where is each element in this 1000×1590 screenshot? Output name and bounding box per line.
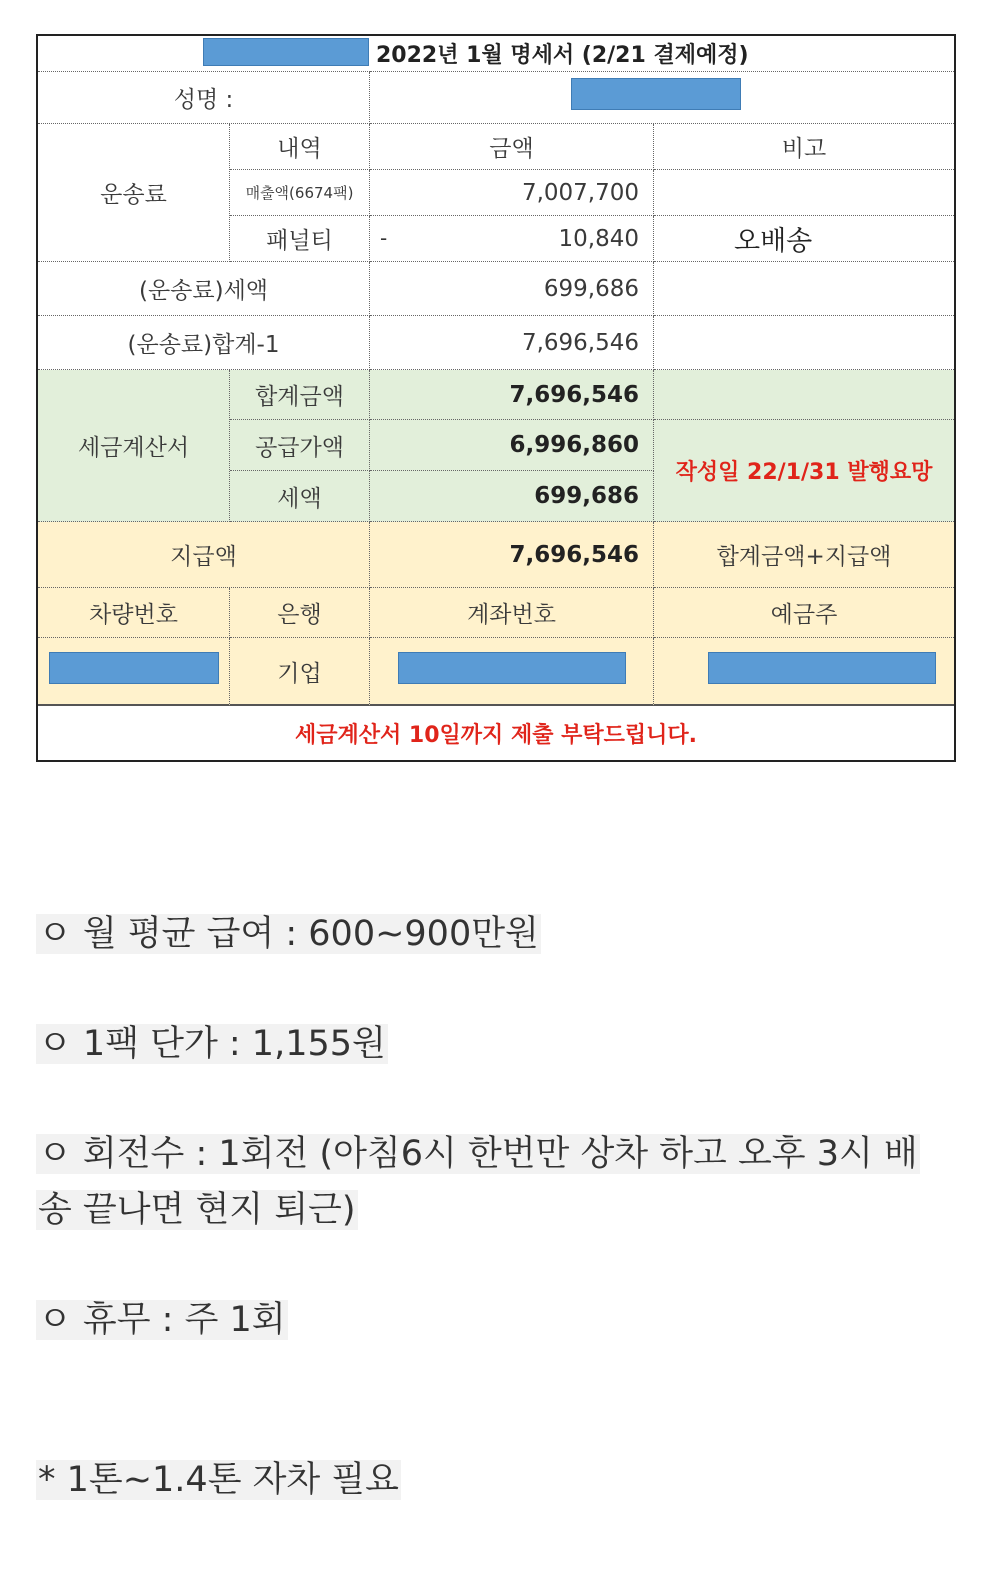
invoice-supply-label: 공급가액 bbox=[230, 420, 370, 471]
penalty-amount: 10,840 bbox=[370, 216, 654, 262]
salary-text: ㅇ 월 평균 급여 : 600~900만원 bbox=[38, 914, 539, 954]
redacted-vehicle-number bbox=[49, 652, 219, 684]
freight-tax-amount: 699,686 bbox=[370, 262, 654, 316]
salary-line bbox=[36, 906, 541, 962]
freight-tax-label: (운송료)세액 bbox=[38, 262, 370, 316]
payment-amount: 7,696,546 bbox=[370, 522, 654, 588]
invoice-total-amount: 7,696,546 bbox=[370, 370, 654, 420]
name-label: 성명 : bbox=[38, 72, 370, 124]
vehicle-number-header: 차량번호 bbox=[38, 588, 230, 638]
days-off-text: ㅇ 휴무 : 주 1회 bbox=[38, 1300, 286, 1340]
bank-header: 은행 bbox=[230, 588, 370, 638]
payment-label: 지급액 bbox=[38, 522, 370, 588]
col-header-item: 내역 bbox=[230, 124, 370, 170]
penalty-label: 패널티 bbox=[230, 216, 370, 262]
freight-sum-amount: 7,696,546 bbox=[370, 316, 654, 370]
invoice-vat-label: 세액 bbox=[230, 471, 370, 522]
invoice-label: 세금계산서 bbox=[38, 370, 230, 522]
sales-label: 매출액(6674팩) bbox=[230, 170, 370, 216]
sales-note bbox=[654, 170, 954, 216]
account-number-header: 계좌번호 bbox=[370, 588, 654, 638]
freight-label: 운송료 bbox=[38, 124, 230, 262]
statement-title: 2022년 1월 명세서 (2/21 결제예정) bbox=[370, 36, 954, 72]
invoice-note-top bbox=[654, 370, 954, 420]
invoice-supply-amount: 6,996,860 bbox=[370, 420, 654, 471]
redacted-name bbox=[571, 78, 741, 110]
requirement-line bbox=[36, 1452, 401, 1508]
title-left-spacer bbox=[38, 36, 370, 72]
footer-notice: 세금계산서 10일까지 제출 부탁드립니다. bbox=[295, 722, 697, 748]
days-off-line bbox=[36, 1292, 288, 1348]
redacted-account-holder bbox=[708, 652, 936, 684]
bank-value: 기업 bbox=[230, 638, 370, 706]
freight-sum-label: (운송료)합계-1 bbox=[38, 316, 370, 370]
invoice-issue-note: 작성일 22/1/31 발행요망 bbox=[654, 420, 954, 522]
col-header-amount: 금액 bbox=[370, 124, 654, 170]
invoice-total-label: 합계금액 bbox=[230, 370, 370, 420]
penalty-minus-sign: - bbox=[380, 226, 388, 250]
freight-tax-note bbox=[654, 262, 954, 316]
payment-note: 합계금액+지급액 bbox=[654, 522, 954, 588]
sales-amount: 7,007,700 bbox=[370, 170, 654, 216]
unit-price-line bbox=[36, 1016, 388, 1072]
unit-price-text: ㅇ 1팩 단가 : 1,155원 bbox=[38, 1024, 386, 1064]
statement-table bbox=[36, 34, 956, 762]
col-header-note: 비고 bbox=[654, 124, 954, 170]
rotation-text-1: ㅇ 회전수 : 1회전 (아침6시 한번만 상차 하고 오후 3시 배 bbox=[38, 1134, 918, 1174]
invoice-vat-amount: 699,686 bbox=[370, 471, 654, 522]
rotation-line-2 bbox=[36, 1182, 358, 1238]
penalty-note: 오배송 bbox=[654, 216, 954, 262]
requirement-text: * 1톤~1.4톤 자차 필요 bbox=[38, 1460, 399, 1500]
rotation-text-2: 송 끝나면 현지 퇴근) bbox=[38, 1190, 356, 1230]
redacted-account-number bbox=[398, 652, 626, 684]
rotation-line-1 bbox=[36, 1126, 920, 1182]
account-holder-header: 예금주 bbox=[654, 588, 954, 638]
freight-sum-note bbox=[654, 316, 954, 370]
